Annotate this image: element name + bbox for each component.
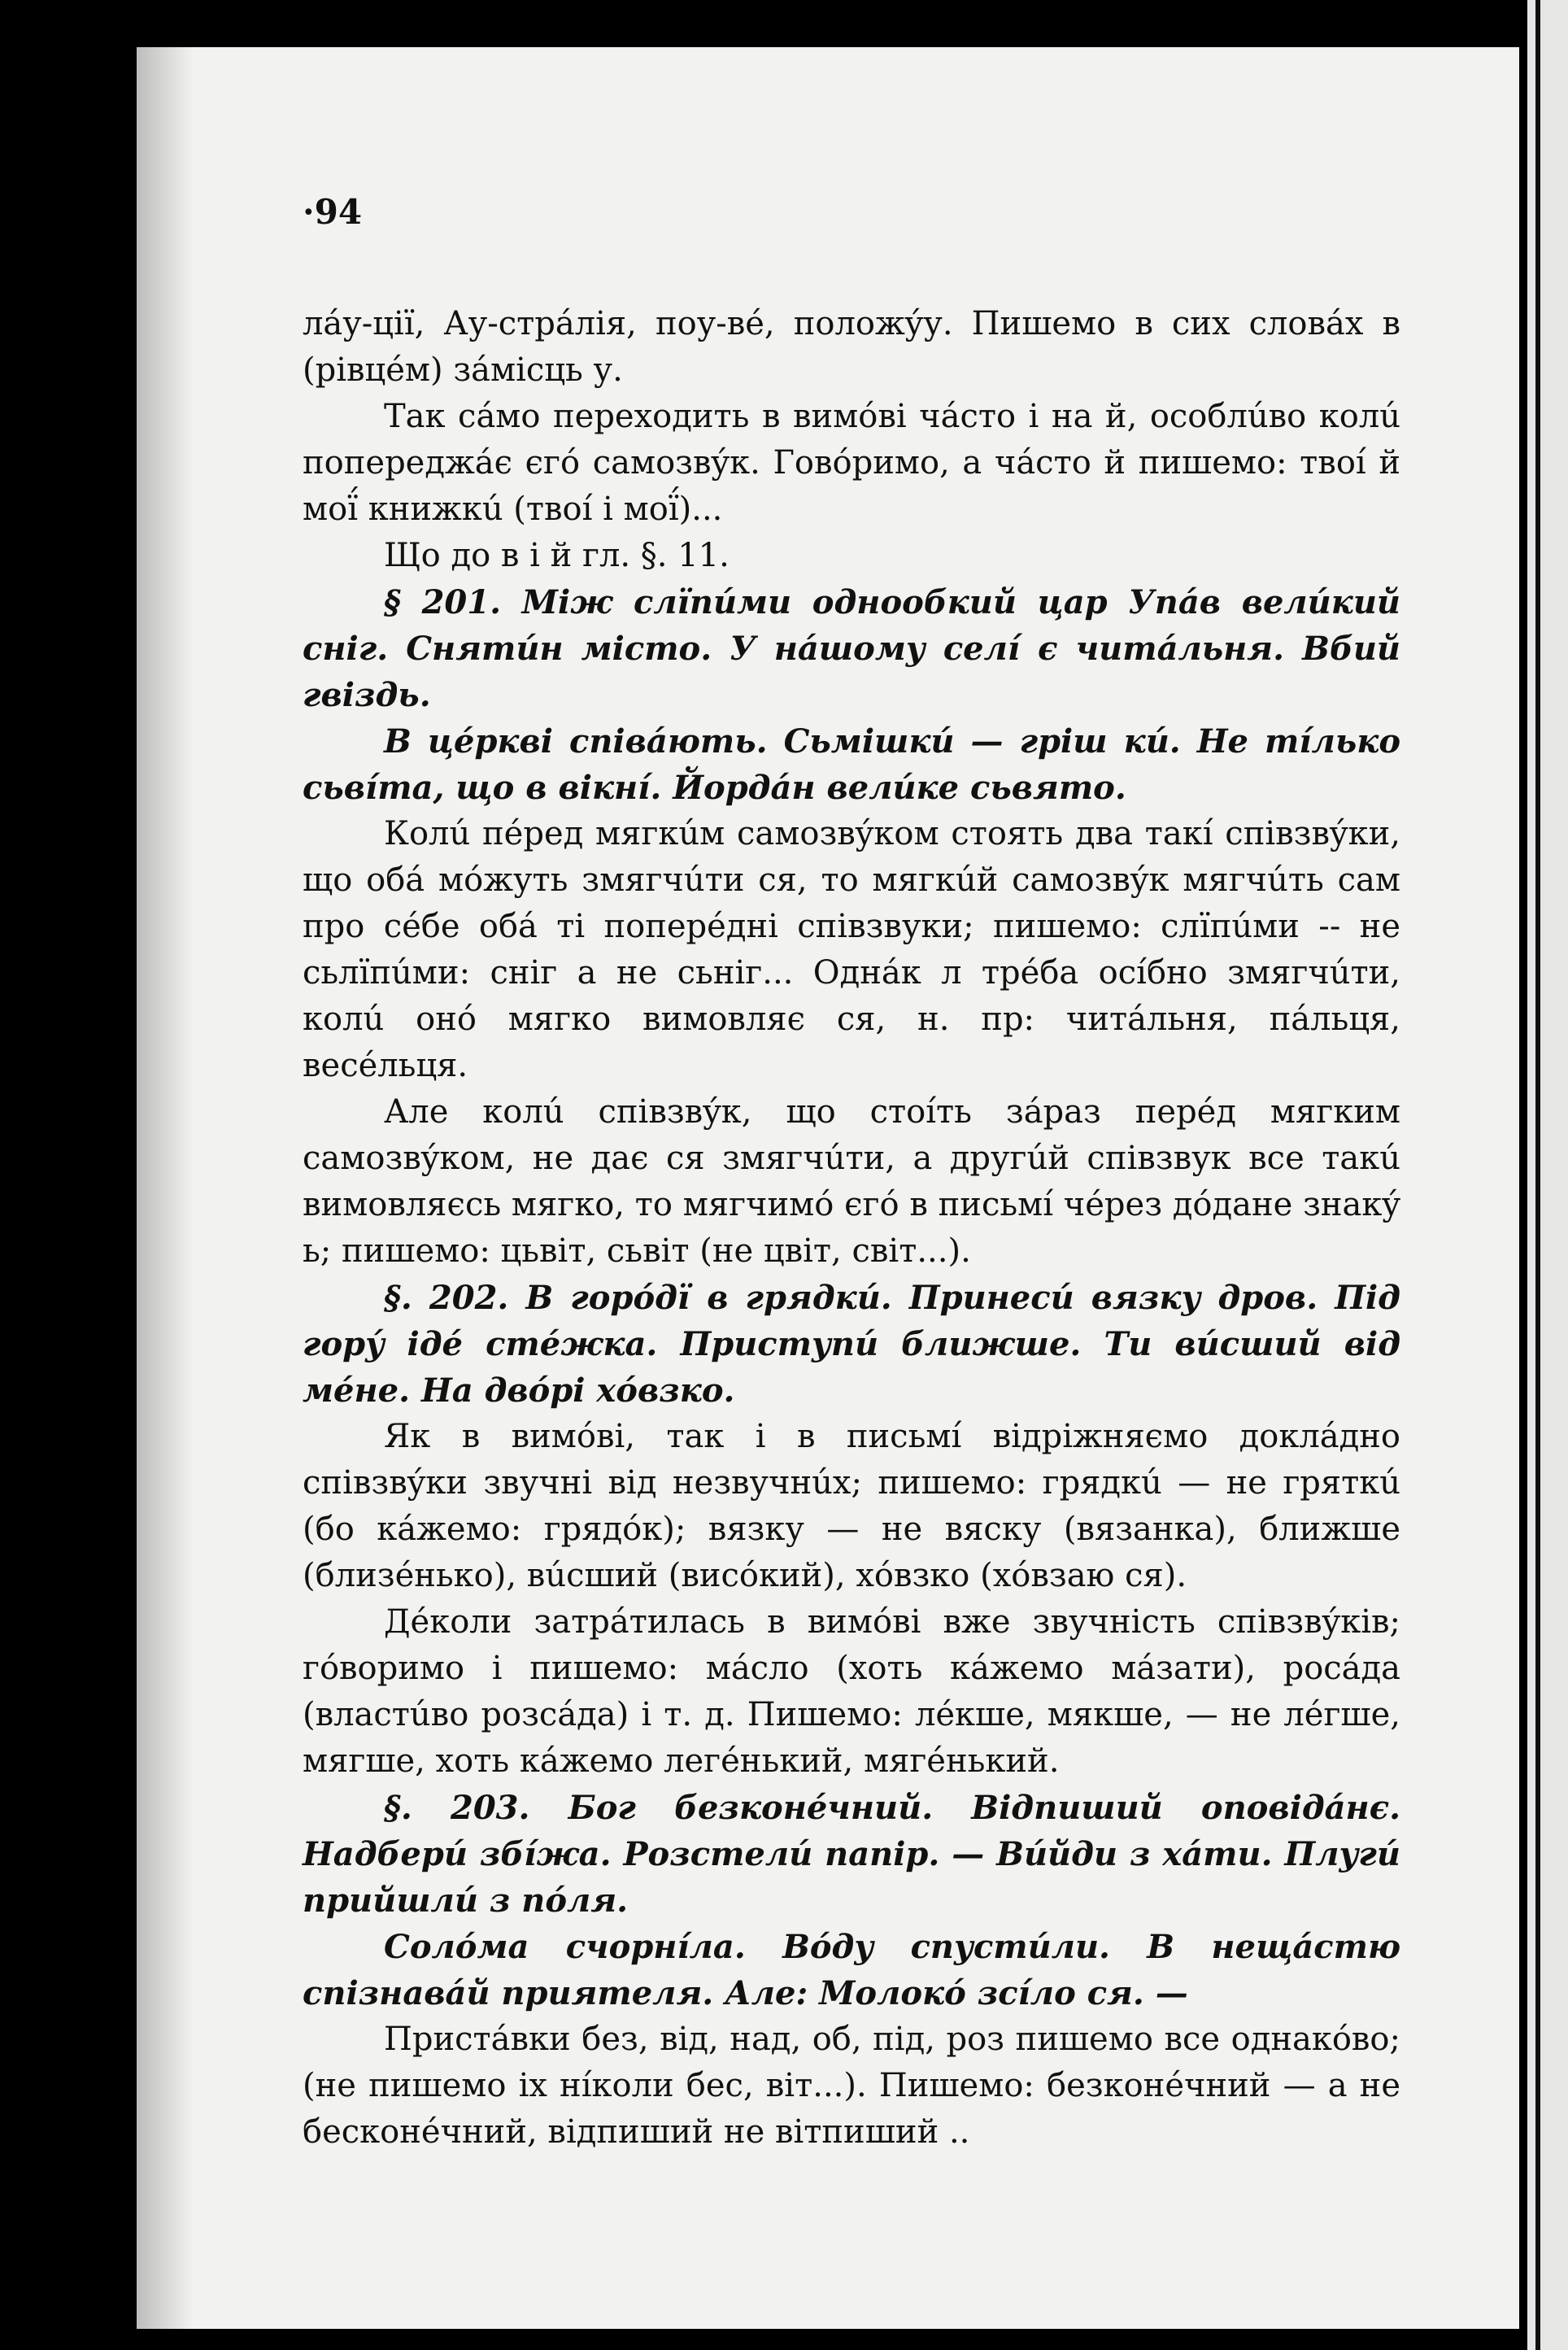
page-gutter-line: [1535, 0, 1540, 2350]
paragraph: Так сáмо переходить в вимóві чáсто і на й, особлúво колú попереджáє єгó самозвýк. Говóримо, а чáсто й пишемо: твоі́ й мої́ книжкú (твоі́ і мої́)...: [303, 398, 1400, 528]
paragraph: Пристáвки без, від, над, об, під, роз пишемо все однакóво; (не пишемо іх нíколи бес, віт...). Пишемо: безконéчний — а не бесконéчний, відпиший не вітпиший ..: [303, 2021, 1400, 2151]
paragraph: §. 203. Бог безконéчний. Відпиший оповідáнє. Надберú збíжа. Розстелú папір. — Вúйди з хáти. Плугú прийшлú з пóля.: [303, 1789, 1400, 1920]
paragraph: Колú пéред мягкúм самозвýком стоять два такі́ співзвýки, що обá мóжуть змягчúти ся, то мягкúй самозвýк мягчúть сам про сéбе обá ті поперéдні співзвуки; пишемо: слїпúми -- не сьлїпúми: сніг а не сьніг... Однáк л трéба осíбно змягчúти, колú онó мягко вимовляє ся, н. пр: читáльня, пáльця, весéльця.: [303, 815, 1400, 1084]
text-block: [303, 301, 1400, 2156]
paragraph: Солóма счорнíла. Вóду спустúли. В нещáстю спізнавáй приятеля. Але: Молокó зсíло ся. —: [303, 1928, 1400, 2012]
paragraph: Дéколи затрáтилась в вимóві вже звучність співзвýків; гóворимо і пишемо: мáсло (хоть кáжемо мáзати), росáда (властúво розсáда) і т. д. Пишемо: лéкше, мякше, — не лéгше, мягше, хоть кáжемо легéнький, мягéнький.: [303, 1603, 1400, 1780]
next-page-edge: [1527, 0, 1568, 2350]
paragraph: Але колú співзвýк, що стоі́ть зáраз перéд мягким самозвýком, не дає ся змягчúти, а другúй співзвук все такú вимовляєсь мягко, то мягчимó єгó в письмі́ чéрез дóдане знакý ь; пишемо: цьвіт, сьвіт (не цвіт, світ...).: [303, 1093, 1400, 1270]
paragraph: Як в вимóві, так і в письмі́ відріжняємо доклáдно співзвýки звучні від незвучнúх; пишемо: грядкú — не гряткú (бо кáжемо: грядóк); вязку — не вяску (вязанка), ближше (близéнько), вúсший (висóкий), хóвзко (хóвзаю ся).: [303, 1418, 1400, 1594]
paragraph: лáу-ції, Ау-стрáлія, поу-вé, положýу. Пишемо в сих словáх в (рівцéм) зáмісць у.: [303, 305, 1400, 389]
paragraph: § 201. Між слїпúми однообкий цар Упáв велúкий сніг. Снятúн місто. У нáшому селі́ є читáльня. Вбий гвіздь.: [303, 583, 1400, 714]
paragraph: Що до в і й гл. §. 11.: [384, 537, 730, 574]
page-number: ·94: [303, 192, 363, 232]
page-shadow: [137, 47, 194, 2329]
paragraph: §. 202. В горóдї в грядкú. Принесú вязку дров. Під горý ідé стéжка. Приступú ближше. Ти вúсший від мéне. На двóрі хóвзко.: [303, 1279, 1400, 1410]
paragraph: В цéркві співáють. Сьмішкú — гріш кú. Не тíлько сьвíта, що в вікнí. Йордáн велúке сьвято.: [303, 722, 1400, 807]
